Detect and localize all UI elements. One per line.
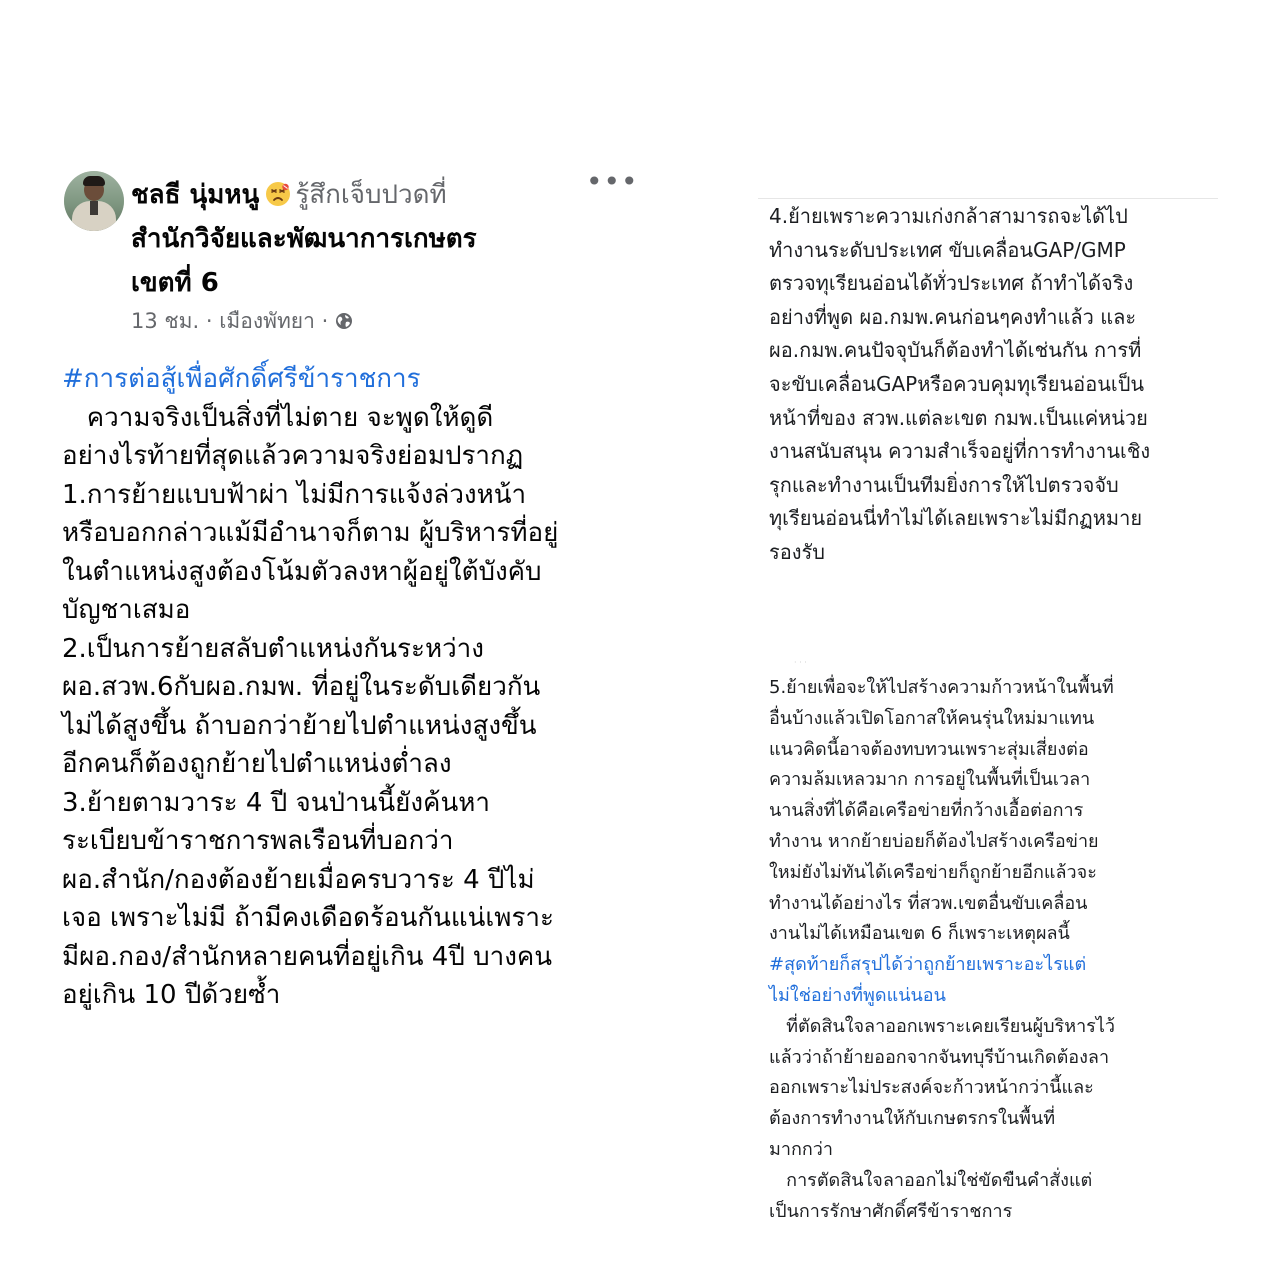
post-text-line: 2.เป็นการย้ายสลับตำแหน่งกันระหว่าง <box>62 633 484 664</box>
post-text-line: หรือบอกกล่าวแม้มีอำนาจก็ตาม ผู้บริหารที่อยู่ <box>62 518 559 548</box>
post-text-line: ผอ.สำนัก/กองต้องย้ายเมื่อครบวาระ 4 ปีไม่ <box>62 864 535 895</box>
more-options-button[interactable]: ••• <box>586 165 639 198</box>
place-name-line2[interactable]: เขตที่ 6 <box>131 268 219 298</box>
post-meta <box>131 306 353 336</box>
section-4-line: ผอ.กมพ.คนปัจจุบันก็ต้องทำได้เช่นกัน การที่ <box>769 338 1142 363</box>
post-text-line: บัญชาเสมอ <box>62 595 191 625</box>
section-4-line: อย่างที่พูด ผอ.กมพ.คนก่อนๆคงทำแล้ว และ <box>769 304 1137 329</box>
section-5-text <box>769 673 1219 1227</box>
section-4-line: ตรวจทุเรียนอ่อนได้ทั่วประเทศ ถ้าทำได้จริง <box>769 271 1134 296</box>
section-5-line: ใหม่ยังไม่ทันได้เครือข่ายก็ถูกย้ายอีกแล้วจะ <box>769 861 1097 883</box>
section-4-line: รุกและทำงานเป็นทีมยิ่งการให้ไปตรวจจับ <box>769 472 1119 497</box>
section-5-line: ทำงานได้อย่างไร ที่สวพ.เขตอื่นขับเคลื่อน <box>769 892 1088 914</box>
section-5-line: นานสิ่งที่ได้คือเครือข่ายที่กว้างเอื้อต่อการ <box>769 800 1084 822</box>
post-text-line: ระเบียบข้าราชการพลเรือนที่บอกว่า <box>62 826 454 856</box>
post-text-lines <box>62 399 632 1015</box>
feeling-text: รู้สึกเจ็บปวดที่ <box>295 180 447 210</box>
section-5-line: แนวคิดนี้อาจต้องทบทวนเพราะสุ่มเสี่ยงต่อ <box>769 738 1089 760</box>
post-body <box>62 360 632 1015</box>
section-5-line: ทำงาน หากย้ายบ่อยก็ต้องไปสร้างเครือข่าย <box>769 830 1099 852</box>
section-4-line: จะขับเคลื่อนGAPหรือควบคุมทุเรียนอ่อนเป็น <box>769 371 1145 396</box>
section-4-line: หน้าที่ของ สวพ.แต่ละเขต กมพ.เป็นแค่หน่วย <box>769 405 1148 430</box>
post-text-line: อยู่เกิน 10 ปีด้วยซ้ำ <box>62 980 281 1010</box>
section-5-hashtag[interactable] <box>769 950 1219 1012</box>
author-name[interactable]: ชลธี นุ่มหนู <box>131 180 260 210</box>
section-4-text <box>769 200 1219 570</box>
hurt-face-emoji-icon <box>265 181 291 207</box>
faint-dots: · · · <box>794 658 807 667</box>
section-5-hashtag-line: ไม่ใช่อย่างที่พูดแน่นอน <box>769 984 946 1006</box>
post-text-line: มีผอ.กอง/สำนักหลายคนที่อยู่เกิน 4ปี บางคน <box>62 941 553 972</box>
section-5-tail-line: แล้วว่าถ้าย้ายออกจากจันทบุรีบ้านเกิดต้องลา <box>769 1046 1110 1068</box>
section-4-line: งานสนับสนุน ความสำเร็จอยู่ที่การทำงานเชิง <box>769 439 1151 464</box>
section-5-line: งานไม่ได้เหมือนเขต 6 ก็เพราะเหตุผลนี้ <box>769 923 1070 945</box>
avatar[interactable] <box>64 171 124 231</box>
section-4-line: รองรับ <box>769 539 825 564</box>
section-5-tail-line: เป็นการรักษาศักดิ์ศรีข้าราชการ <box>769 1200 1013 1222</box>
post-location[interactable]: เมืองพัทยา <box>219 309 315 333</box>
post-timestamp[interactable]: 13 ชม. <box>131 309 200 333</box>
section-5-line: ความล้มเหลวมาก การอยู่ในพื้นที่เป็นเวลา <box>769 769 1091 791</box>
meta-separator: · <box>205 309 213 333</box>
document-divider <box>758 198 1218 199</box>
section-5-line: 5.ย้ายเพื่อจะให้ไปสร้างความก้าวหน้าในพื้นที่ <box>769 677 1114 698</box>
section-5-tail-line: ต้องการทำงานให้กับเกษตรกรในพื้นที่ <box>769 1108 1056 1130</box>
post-text-line: 1.การย้ายแบบฟ้าผ่า ไม่มีการแจ้งล่วงหน้า <box>62 479 527 510</box>
post-text-line: 3.ย้ายตามวาระ 4 ปี จนป่านนี้ยังค้นหา <box>62 787 490 818</box>
section-5-tail-line: ที่ตัดสินใจลาออกเพราะเคยเรียนผู้บริหารไว้ <box>769 1015 1116 1037</box>
post-text-line: อีกคนก็ต้องถูกย้ายไปตำแหน่งต่ำลง <box>62 749 452 779</box>
section-5-line: อื่นบ้างแล้วเปิดโอกาสให้คนรุ่นใหม่มาแทน <box>769 707 1095 729</box>
section-4-line: 4.ย้ายเพราะความเก่งกล้าสามารถจะได้ไป <box>769 204 1128 228</box>
section-5-tail-line: มากกว่า <box>769 1138 833 1160</box>
post-text-line: ผอ.สวพ.6กับผอ.กมพ. ที่อยู่ในระดับเดียวกัน <box>62 672 541 702</box>
meta-separator: · <box>321 309 329 333</box>
post-header <box>131 173 551 305</box>
post-text-line: ไม่ได้สูงขึ้น ถ้าบอกว่าย้ายไปตำแหน่งสูงขึ้น <box>62 710 537 741</box>
section-5-hashtag-line: #สุดท้ายก็สรุปได้ว่าถูกย้ายเพราะอะไรแต่ <box>769 954 1087 976</box>
section-5-tail-line: การตัดสินใจลาออกไม่ใช่ขัดขืนคำสั่งแต่ <box>769 1169 1093 1191</box>
post-text-line: อย่างไรท้ายที่สุดแล้วความจริงย่อมปรากฏ <box>62 441 524 471</box>
post-text-line: เจอ เพราะไม่มี ถ้ามีคงเดือดร้อนกันแน่เพราะ <box>62 903 554 933</box>
section-4-line: ทำงานระดับประเทศ ขับเคลื่อนGAP/GMP <box>769 237 1126 262</box>
post-text-line: ในตำแหน่งสูงต้องโน้มตัวลงหาผู้อยู่ใต้บังคับ <box>62 556 542 587</box>
section-4-line: ทุเรียนอ่อนนี่ทำไม่ได้เลยเพราะไม่มีกฏหมาย <box>769 506 1143 531</box>
place-name-line1[interactable]: สำนักวิจัยและพัฒนาการเกษตร <box>131 224 477 254</box>
post-hashtag[interactable]: #การต่อสู้เพื่อศักดิ์ศรีข้าราชการ <box>62 364 421 394</box>
post-text-line: ความจริงเป็นสิ่งที่ไม่ตาย จะพูดให้ดูดี <box>62 402 494 433</box>
section-5-tail-line: ออกเพราะไม่ประสงค์จะก้าวหน้ากว่านี้และ <box>769 1077 1094 1099</box>
globe-icon <box>335 312 353 330</box>
